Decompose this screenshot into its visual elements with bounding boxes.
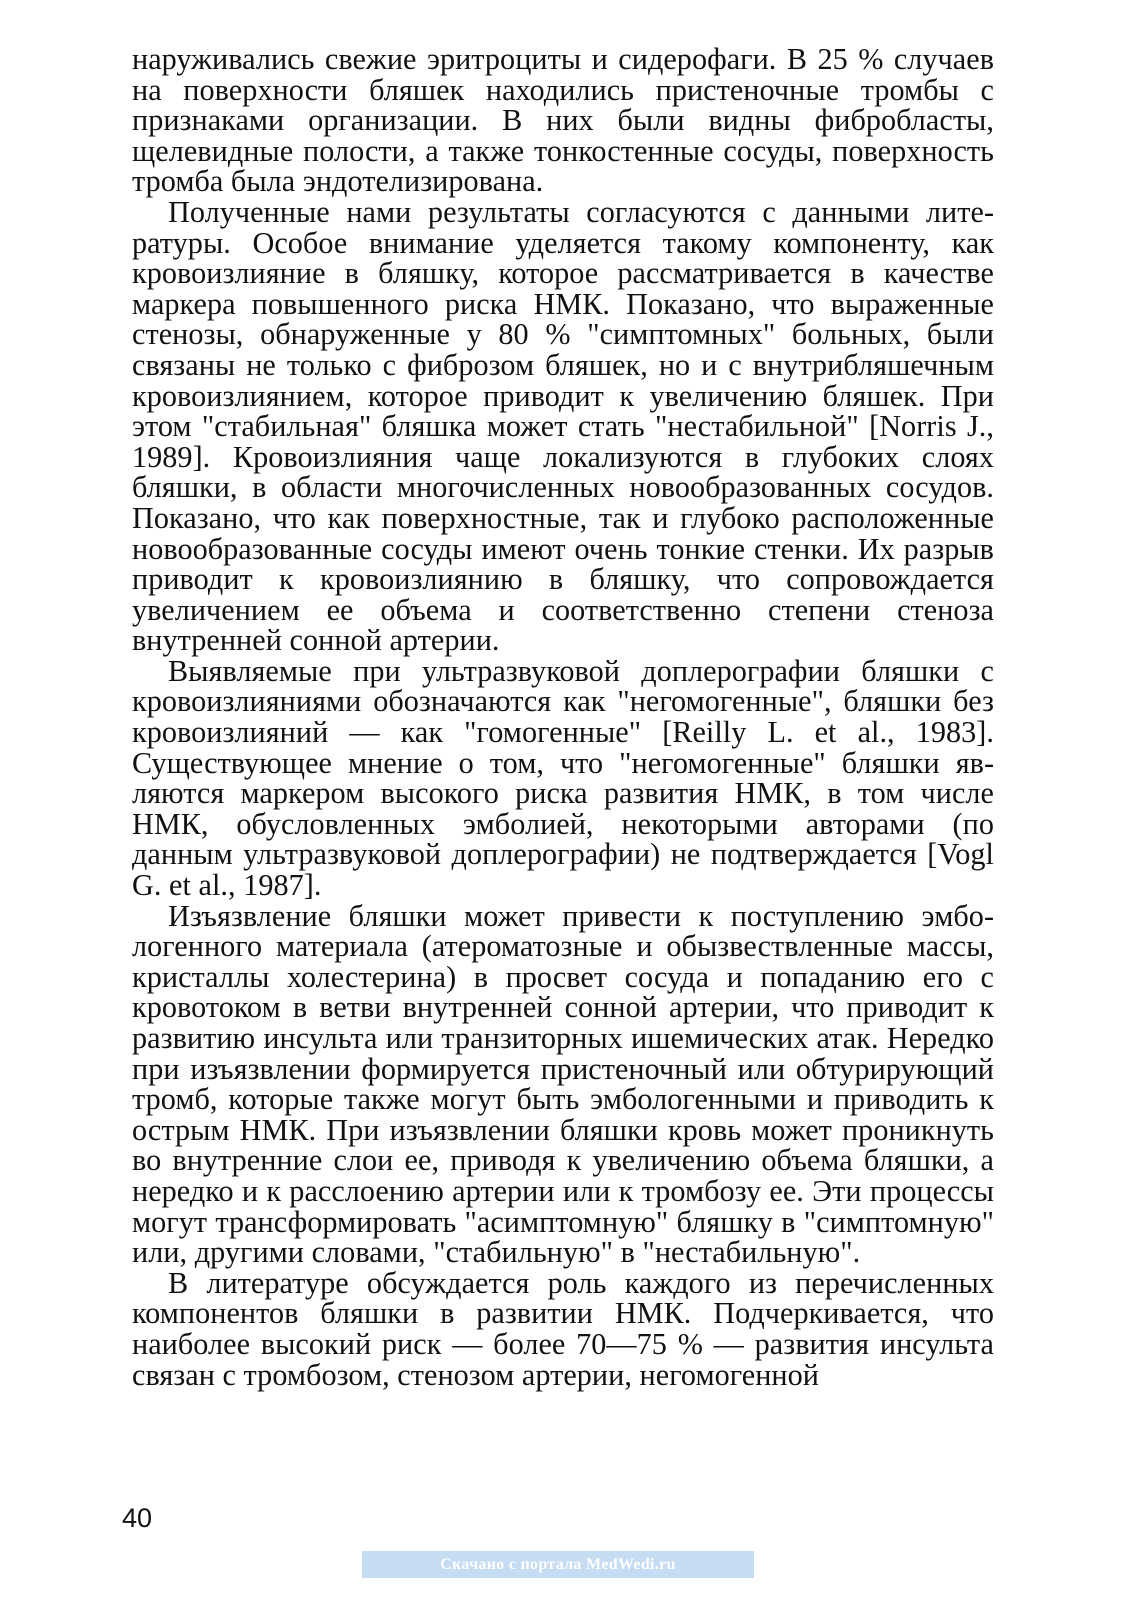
paragraph-literature-discussion: В литературе обсуждается роль каждого из перечисленных компонентов бляшки в развитии НМК. Подчеркивается, что наиболее высокий риск — более 70—75 % — развития инсульта связан с тромбозом, стенозом артерии, негомогенной bbox=[132, 1265, 994, 1392]
paragraph-literature-results: Полученные нами результаты согласуются с данными литературы. Особое внимание уделяется такому компоненту, как кровоизлияние в бляшку, которое рассматривается в качестве маркера повышенного риска НМК. Показано, что выраженные стенозы, обнаруженные у 80 % "симптомных" больных, были связаны не только с фиброзом бляшек, но и с внутрибляшечным кровоизлиянием, которое приводит к увеличению бляшек. При этом "стабильная" бляшка может стать "нестабильной" [Norris J., 1989]. Кровоизлияния чаще локализуются в глубоких слоях бляшки, в области многочисленных новообразованных сосудов. Показано, что как поверхностные, так и глубоко расположенные новообразованные сосуды имеют очень тонкие стенки. Их разрыв приводит к кровоизлиянию в бляшку, что сопровождается увеличением ее объема и соответственно степени стеноза внутренней сонной артерии. bbox=[132, 194, 994, 658]
page-body bbox=[132, 44, 994, 1390]
page-number: 40 bbox=[122, 1503, 153, 1533]
paragraph-continuation: наруживались свежие эритроциты и сидерофаги. В 25 % случаев на поверхности бляшек находились пристеночные тромбы с признаками организации. В них были видны фибробласты, щелевидные полости, а также тонкостенные сосуды, поверхность тромба была эндотелизирована. bbox=[132, 42, 994, 199]
paragraph-plaque-ulceration: Изъязвление бляшки может привести к поступлению эмбологенного материала (атероматозные и обызвествленные массы, кристаллы холестерина) в просвет сосуда и попаданию его с кровотоком в ветви внутренней сонной артерии, что приводит к развитию инсульта или транзиторных ишемических атак. Нередко при изъязвлении формируется пристеночный или обтурирующий тромб, которые также могут быть эмбологенными и приводить к острым НМК. При изъязвлении бляшки кровь может проникнуть во внутренние слои ее, приводя к увеличению объема бляшки, а нередко и к расслоению артерии или к тромбозу ее. Эти процессы могут трансформировать "асимптомную" бляшку в "симптомную" или, другими словами, "стабильную" в "нестабильную". bbox=[132, 898, 994, 1270]
paragraph-ultrasound-doppler: Выявляемые при ультразвуковой доплерографии бляшки с кровоизлияниями обозначаются как "негомогенные", бляшки без кровоизлияний — как "гомогенные" [Reilly L. et al., 1983]. Существующее мнение о том, что "негомогенные" бляшки являются маркером высокого риска развития НМК, в том числе НМК, обусловленных эмболией, некоторыми авторами (по данным ультразвуковой доплерографии) не подтверждается [Vogl G. et al., 1987]. bbox=[132, 653, 994, 903]
watermark-banner: Скачано с портала MedWedi.ru bbox=[362, 1551, 754, 1578]
